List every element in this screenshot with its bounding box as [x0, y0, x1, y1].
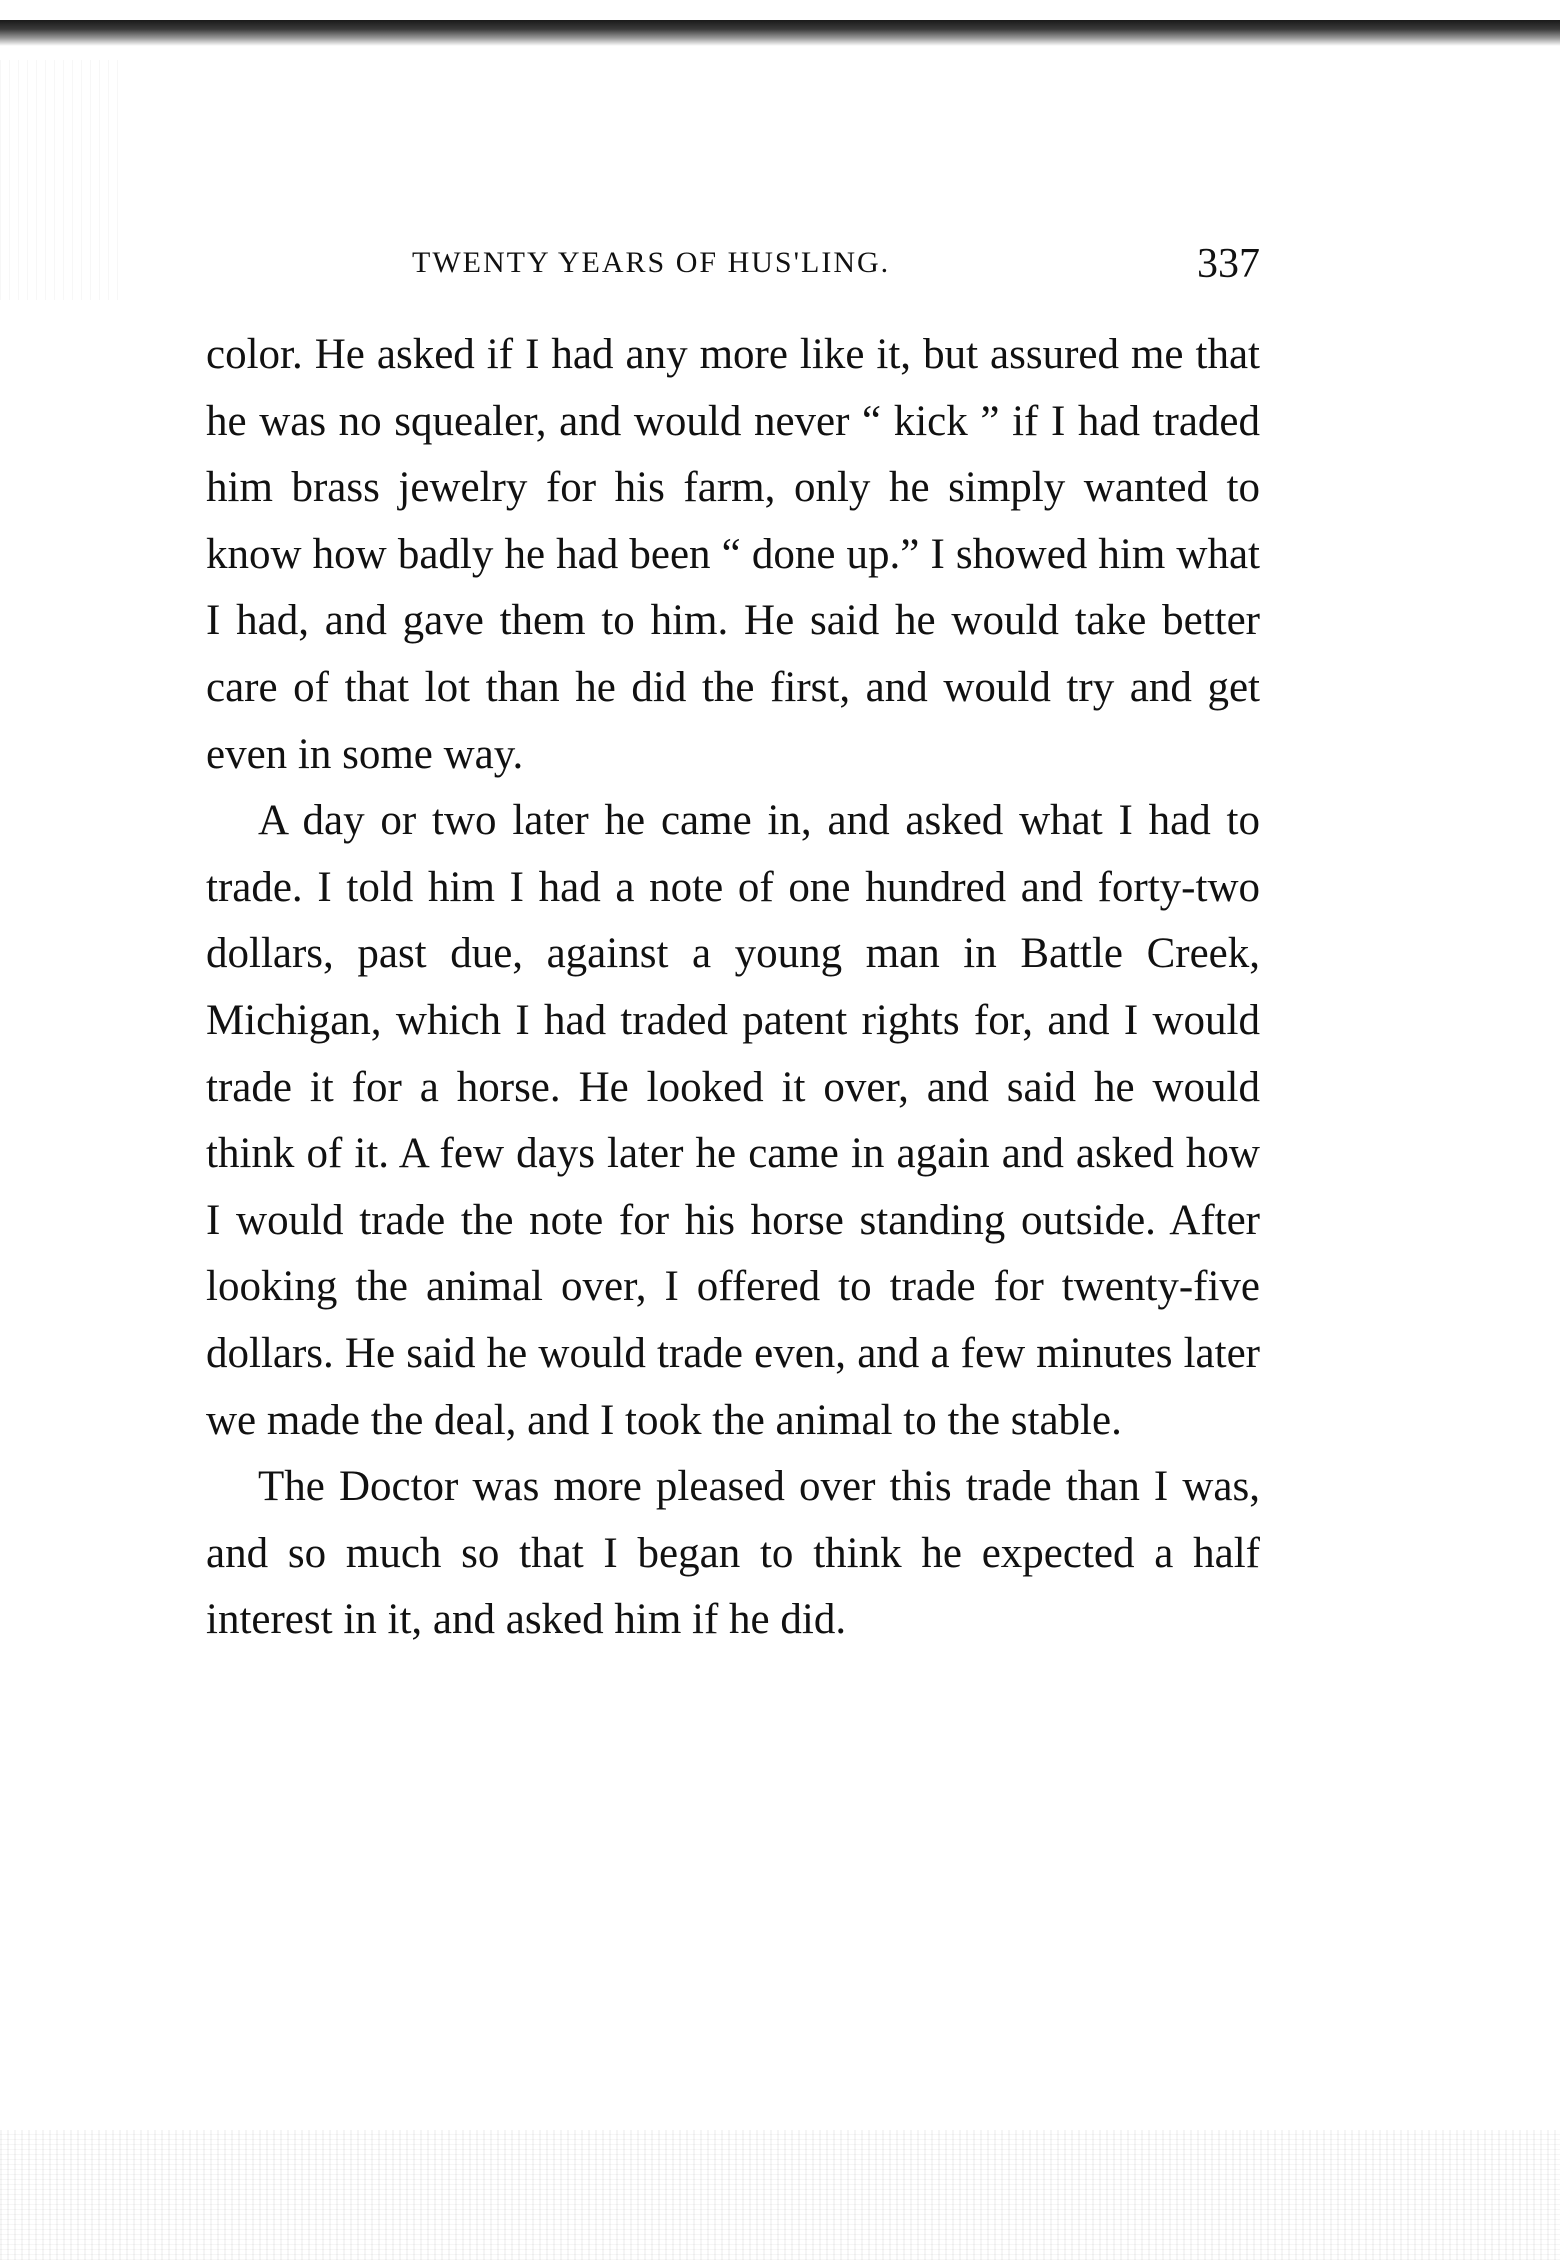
- page-number: 337: [1197, 241, 1260, 287]
- paragraph-3: The Doctor was more pleased over this trade than I was, and so much so that I began to think he expected a half interest in it, and asked him if he did.: [206, 1463, 1260, 1644]
- scan-noise-left: [0, 60, 120, 300]
- scan-edge-top: [0, 20, 1560, 46]
- book-page: [206, 240, 1260, 1654]
- running-title: TWENTY YEARS OF HUS'LING.: [412, 246, 891, 279]
- paragraph-1: color. He asked if I had any more like it, but assured me that he was no squealer, and would never “ kick ” if I had traded him brass jewelry for his farm, only he simply wanted to know how badly he had been “ done up.” I showed him what I had, and gave them to him. He said he would take better care of that lot than he did the first, and would try and get even in some way.: [206, 331, 1260, 778]
- page-text: [206, 322, 1260, 1654]
- paragraph-2: A day or two later he came in, and asked what I had to trade. I told him I had a note of one hundred and forty-two dollars, past due, against a young man in Battle Creek, Michigan, which I had traded patent rights for, and I would trade it for a horse. He looked it over, and said he would think of it. A few days later he came in again and asked how I would trade the note for his horse standing outside. After looking the animal over, I offered to trade for twenty-five dollars. He said he would trade even, and a few minutes later we made the deal, and I took the animal to the stable.: [206, 797, 1260, 1444]
- running-head: [206, 240, 1260, 300]
- scan-noise-bottom: [0, 2130, 1560, 2260]
